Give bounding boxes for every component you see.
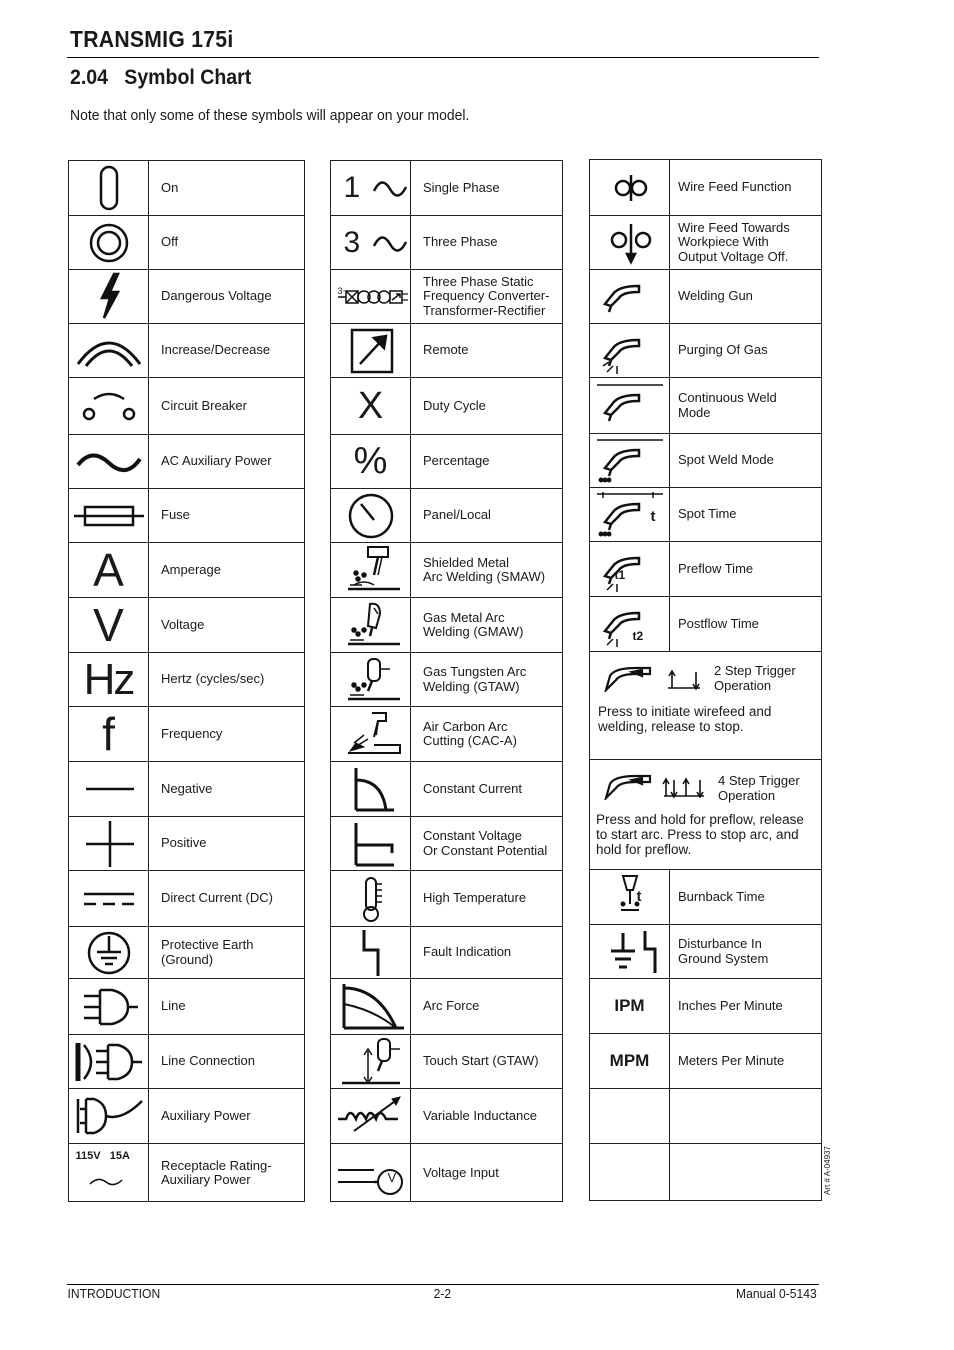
symbol-label: Dangerous Voltage — [161, 288, 272, 304]
symbol-label: Variable Inductance — [423, 1107, 537, 1123]
phase-number: 1 — [343, 171, 361, 204]
symbol-row — [590, 216, 821, 270]
time-mark: t — [650, 507, 656, 525]
mpm-icon — [590, 1034, 670, 1088]
voltage-glyph: V — [93, 599, 124, 651]
symbol-row — [69, 324, 304, 378]
symbol-label: Shielded Metal Arc Welding (SMAW) — [423, 554, 546, 584]
symbol-label: Hertz (cycles/sec) — [161, 671, 265, 687]
symbol-label: Panel/Local — [423, 507, 491, 523]
symbol-label: Fuse — [161, 507, 190, 523]
symbol-row — [590, 434, 821, 488]
aux-power-icon — [69, 1089, 149, 1143]
symbol-label: Line Connection — [161, 1053, 255, 1069]
voltage-input-icon — [331, 1144, 411, 1202]
symbol-row — [69, 270, 304, 324]
symbol-row — [69, 1035, 304, 1089]
ground-disturbance-icon — [590, 925, 670, 978]
symbol-label: Touch Start (GTAW) — [423, 1053, 539, 1069]
symbol-row — [331, 871, 562, 927]
symbol-label: Spot Weld Mode — [678, 452, 774, 468]
symbol-row — [590, 925, 821, 979]
symbol-label: Protective Earth (Ground) — [161, 937, 254, 967]
symbol-label: Circuit Breaker — [161, 397, 247, 413]
plus-icon — [69, 817, 149, 870]
symbol-row — [69, 871, 304, 927]
symbol-label: Three Phase — [423, 234, 498, 250]
symbol-row — [69, 216, 304, 270]
cac-icon — [331, 707, 411, 761]
wire-feed-icon — [590, 160, 670, 215]
ipm-glyph: IPM — [614, 996, 645, 1015]
symbol-label: Air Carbon Arc Cutting (CAC-A) — [423, 718, 517, 748]
dc-icon — [69, 871, 149, 926]
symbol-label: Inches Per Minute — [678, 997, 783, 1013]
symbol-table-2 — [330, 160, 563, 1202]
continuous-weld-icon — [590, 378, 670, 433]
symbol-row — [590, 542, 821, 597]
receptacle-rating-icon — [69, 1144, 149, 1202]
footer-page-number: 2-2 — [433, 1286, 452, 1301]
letter-v-icon — [69, 598, 149, 652]
symbol-label: High Temperature — [423, 890, 527, 906]
symbol-row — [331, 324, 562, 378]
symbol-label: On — [161, 179, 179, 195]
line-connection-icon — [69, 1035, 149, 1088]
constant-current-icon — [331, 762, 411, 816]
symbol-row — [331, 653, 562, 707]
preflow-mark: t1 — [614, 568, 626, 582]
symbol-row — [69, 543, 304, 598]
trigger-diagram — [660, 776, 708, 800]
ipm-icon — [590, 979, 670, 1033]
receptacle-rating-text: 115V 15A — [75, 1150, 130, 1162]
symbol-row — [331, 927, 562, 979]
section-title: 2.04 Symbol Chart — [70, 66, 252, 89]
purge-gas-icon — [590, 324, 670, 377]
four-step-trigger-icon — [602, 770, 654, 800]
symbol-label: Burnback Time — [678, 888, 765, 904]
wire-feed-workpiece-icon — [590, 216, 670, 269]
symbol-table-1 — [68, 160, 305, 1202]
postflow-mark: t2 — [632, 629, 644, 643]
symbol-row — [331, 489, 562, 543]
symbol-row — [331, 270, 562, 324]
symbol-label: Wire Feed Function — [678, 179, 792, 195]
symbol-label: Positive — [161, 835, 207, 851]
trigger-description: Press to initiate wirefeed and welding, release to stop. — [598, 704, 772, 734]
symbol-row — [331, 817, 562, 871]
symbol-label: Fault Indication — [423, 944, 512, 960]
duty-cycle-icon — [331, 378, 411, 434]
plug-icon — [69, 979, 149, 1034]
symbol-row — [331, 543, 562, 598]
symbol-label: Constant Voltage Or Constant Potential — [423, 828, 548, 858]
symbol-row — [69, 1144, 304, 1202]
gmaw-icon — [331, 598, 411, 652]
art-number: Art # A-04937 — [823, 1146, 832, 1195]
touch-start-icon — [331, 1035, 411, 1088]
gtaw-icon — [331, 653, 411, 706]
three-phase-mark: 3~ — [337, 285, 348, 296]
symbol-row — [590, 597, 821, 652]
symbol-row — [69, 489, 304, 543]
symbol-row — [590, 270, 821, 324]
symbol-row — [331, 1144, 562, 1202]
duty-cycle-glyph: X — [357, 384, 384, 427]
symbol-label: Purging Of Gas — [678, 342, 768, 358]
symbol-row — [69, 817, 304, 871]
trigger-description: Press and hold for preflow, release to start arc. Press to stop arc, and hold for preflow. — [596, 812, 804, 857]
symbol-row — [331, 762, 562, 817]
phase-number: 3 — [343, 225, 361, 259]
ground-icon — [69, 927, 149, 978]
footer-rule — [67, 1284, 819, 1285]
converter-icon — [331, 270, 411, 323]
symbol-label: Preflow Time — [678, 560, 754, 576]
mpm-glyph: MPM — [609, 1051, 650, 1070]
spot-time-icon — [590, 488, 670, 541]
percent-glyph: % — [353, 440, 388, 482]
hz-icon — [69, 653, 149, 706]
trigger-label: 4 Step Trigger Operation — [718, 773, 800, 803]
document-title: TRANSMIG 175i — [70, 26, 234, 52]
symbol-label: Auxiliary Power — [161, 1107, 251, 1123]
burnback-mark: t — [636, 888, 642, 905]
symbol-row — [331, 707, 562, 762]
section-note: Note that only some of these symbols will appear on your model. — [70, 107, 470, 124]
symbol-row — [590, 652, 821, 760]
symbol-row — [331, 1035, 562, 1089]
burnback-icon — [590, 870, 670, 924]
symbol-label: Spot Time — [678, 506, 737, 522]
arc-force-icon — [331, 979, 411, 1034]
symbol-row — [331, 1089, 562, 1144]
symbol-label: Direct Current (DC) — [161, 890, 273, 906]
symbol-row — [69, 653, 304, 707]
symbol-label: Voltage Input — [423, 1164, 499, 1180]
symbol-row — [69, 161, 304, 216]
symbol-row — [590, 378, 821, 434]
symbol-label: Wire Feed Towards Workpiece With Output Voltage Off. — [678, 219, 790, 264]
empty-symbol-cell — [590, 1144, 670, 1201]
smaw-icon — [331, 543, 411, 597]
arc-dial-icon — [69, 324, 149, 377]
fault-icon — [331, 927, 411, 978]
symbol-label: Arc Force — [423, 998, 480, 1014]
symbol-row — [69, 762, 304, 817]
header-rule — [67, 57, 819, 58]
welding-gun-icon — [590, 270, 670, 323]
symbol-row — [590, 1089, 821, 1144]
symbol-label: Amperage — [161, 561, 221, 577]
on-icon — [69, 161, 149, 215]
symbol-label: Postflow Time — [678, 615, 759, 631]
empty-symbol-cell — [590, 1089, 670, 1143]
symbol-row — [331, 598, 562, 653]
symbol-row — [590, 979, 821, 1034]
symbol-row — [69, 435, 304, 489]
symbol-row — [69, 979, 304, 1035]
symbol-label: Continuous Weld Mode — [678, 390, 777, 420]
symbol-row — [331, 435, 562, 489]
letter-f-icon — [69, 707, 149, 761]
symbol-label: Percentage — [423, 453, 490, 469]
symbol-label: Welding Gun — [678, 288, 753, 304]
symbol-row — [590, 1034, 821, 1089]
symbol-row — [590, 488, 821, 542]
panel-local-icon — [331, 489, 411, 542]
frequency-glyph: f — [102, 708, 115, 760]
lightning-icon — [69, 270, 149, 323]
remote-icon — [331, 324, 411, 377]
single-phase-icon — [331, 161, 411, 215]
off-icon — [69, 216, 149, 269]
symbol-label: Three Phase Static Frequency Converter- Transformer-Rectifier — [423, 273, 550, 318]
symbol-table-3 — [589, 159, 822, 1201]
symbol-label: Line — [161, 998, 186, 1014]
trigger-diagram — [664, 668, 704, 692]
symbol-label: Gas Metal Arc Welding (GMAW) — [423, 609, 524, 639]
postflow-icon — [590, 597, 670, 651]
preflow-icon — [590, 542, 670, 596]
voltage-mark: V — [387, 1170, 397, 1185]
percent-icon — [331, 435, 411, 488]
symbol-label: Constant Current — [423, 780, 522, 796]
letter-a-icon — [69, 543, 149, 597]
symbol-label: Negative — [161, 780, 213, 796]
thermometer-icon — [331, 871, 411, 926]
symbol-label: Duty Cycle — [423, 397, 486, 413]
symbol-label: Single Phase — [423, 179, 500, 195]
two-step-trigger-icon — [602, 662, 654, 692]
trigger-label: 2 Step Trigger Operation — [714, 663, 796, 693]
hertz-glyph: Hz — [83, 654, 134, 704]
symbol-label: Meters Per Minute — [678, 1052, 785, 1068]
footer-left: INTRODUCTION — [67, 1286, 161, 1301]
symbol-row — [69, 927, 304, 979]
symbol-row — [69, 707, 304, 762]
symbol-row — [590, 760, 821, 870]
variable-inductance-icon — [331, 1089, 411, 1143]
symbol-label: Receptacle Rating- Auxiliary Power — [161, 1157, 272, 1187]
symbol-row — [331, 979, 562, 1035]
symbol-row — [69, 378, 304, 435]
sine-wave-icon — [69, 435, 149, 488]
symbol-row — [69, 598, 304, 653]
symbol-label: Off — [161, 234, 179, 250]
symbol-label: Frequency — [161, 725, 223, 741]
symbol-label: Remote — [423, 342, 469, 358]
symbol-row — [69, 1089, 304, 1144]
symbol-label: Disturbance In Ground System — [678, 936, 769, 966]
fuse-icon — [69, 489, 149, 542]
amperage-glyph: A — [93, 544, 124, 596]
symbol-row — [331, 216, 562, 270]
three-phase-icon — [331, 216, 411, 269]
symbol-row — [590, 324, 821, 378]
symbol-row — [331, 161, 562, 216]
symbol-row — [590, 1144, 821, 1201]
symbol-label: Voltage — [161, 616, 205, 632]
spot-weld-icon — [590, 434, 670, 487]
minus-icon — [69, 762, 149, 816]
symbol-label: AC Auxiliary Power — [161, 453, 272, 469]
footer-manual-number: Manual 0-5143 — [736, 1286, 817, 1301]
symbol-label: Increase/Decrease — [161, 342, 271, 358]
symbol-row — [331, 378, 562, 435]
symbol-label: Gas Tungsten Arc Welding (GTAW) — [423, 664, 527, 694]
circuit-breaker-icon — [69, 378, 149, 434]
symbol-row — [590, 160, 821, 216]
symbol-row — [590, 870, 821, 925]
constant-voltage-icon — [331, 817, 411, 870]
